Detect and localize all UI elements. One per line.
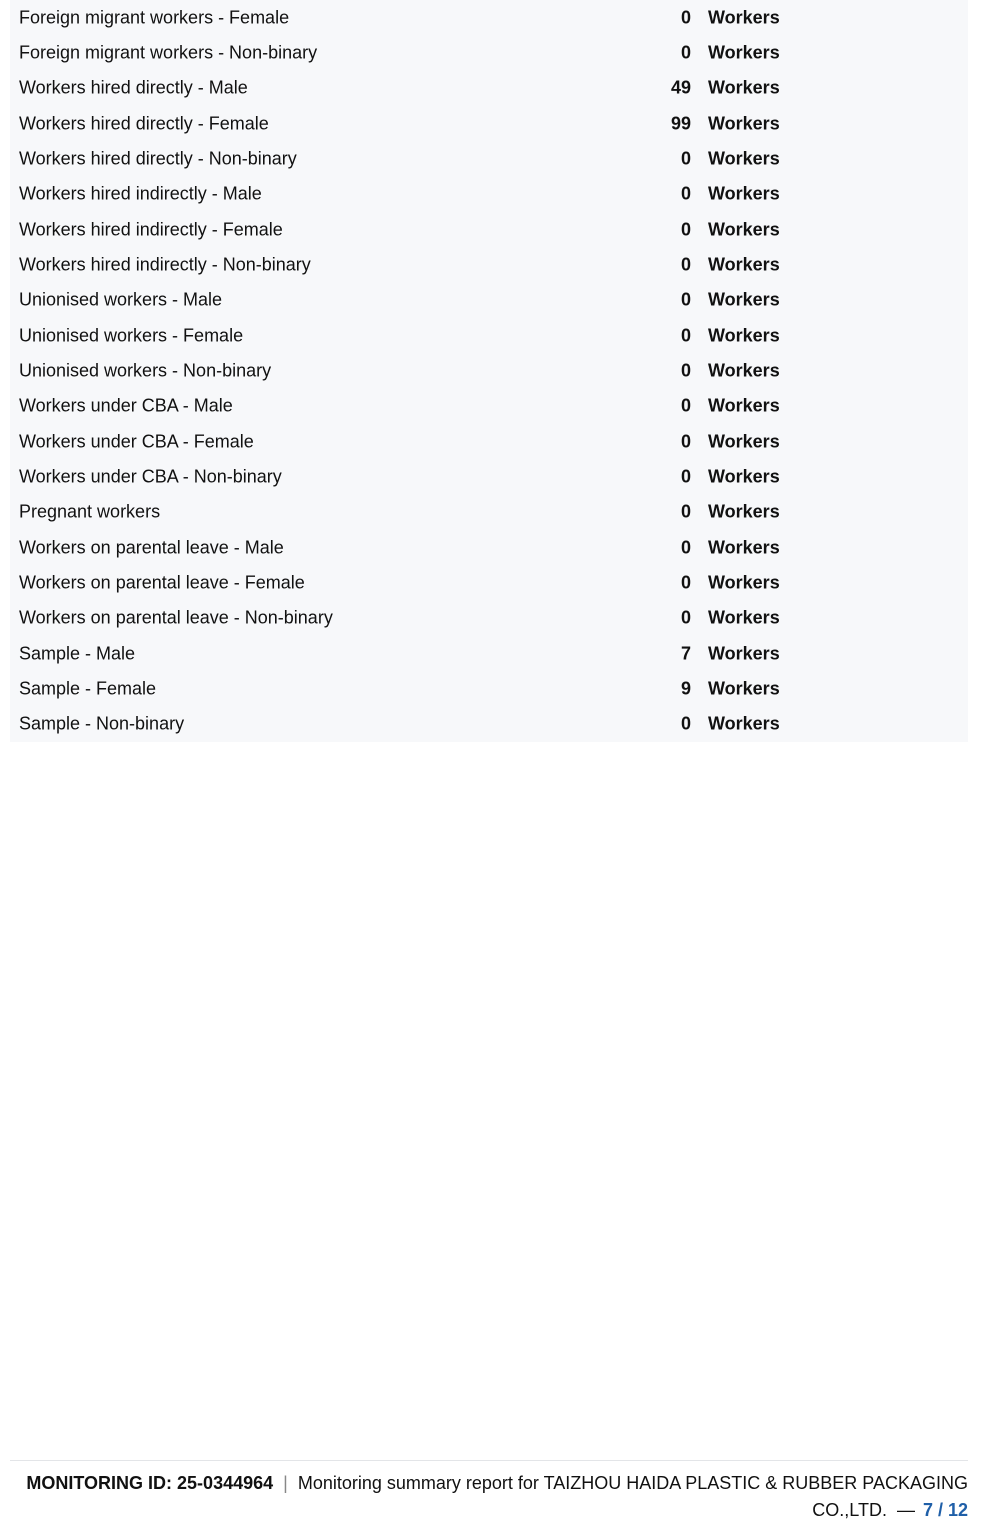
row-unit: Workers: [708, 77, 780, 98]
table-row: [10, 283, 968, 318]
row-value: 0: [680, 466, 691, 487]
row-unit: Workers: [708, 431, 780, 452]
row-label: Unionised workers - Male: [19, 289, 223, 310]
footer-divider: [10, 1460, 968, 1461]
page-number: 7 / 12: [922, 1500, 968, 1520]
row-value: 9: [680, 678, 691, 699]
row-label: Foreign migrant workers - Non-binary: [19, 42, 318, 63]
row-value: 0: [680, 713, 691, 734]
row-unit: Workers: [708, 148, 780, 169]
row-unit: Workers: [708, 395, 780, 416]
row-value: 0: [680, 607, 691, 628]
report-title: Monitoring summary report for TAIZHOU HAIDA PLASTIC & RUBBER PACKAGING CO.,LTD.: [297, 1473, 968, 1520]
row-unit: Workers: [708, 7, 780, 28]
row-label: Workers hired indirectly - Non-binary: [19, 254, 311, 275]
workforce-data-table: [10, 0, 968, 742]
row-unit: Workers: [708, 42, 780, 63]
row-label: Workers hired directly - Non-binary: [19, 148, 297, 169]
row-unit: Workers: [708, 501, 780, 522]
row-label: Sample - Non-binary: [19, 713, 185, 734]
row-value: 7: [680, 643, 691, 664]
row-value: 0: [680, 360, 691, 381]
row-label: Unionised workers - Non-binary: [19, 360, 272, 381]
row-value: 0: [680, 254, 691, 275]
table-row: [10, 247, 968, 282]
table-row: [10, 459, 968, 494]
table-row: [10, 318, 968, 353]
row-value: 0: [680, 537, 691, 558]
table-row: [10, 707, 968, 742]
row-label: Workers on parental leave - Male: [19, 537, 284, 558]
table-row: [10, 636, 968, 671]
row-label: Workers hired indirectly - Male: [19, 183, 262, 204]
row-label: Sample - Female: [19, 678, 157, 699]
footer-separator: |: [283, 1473, 288, 1493]
row-label: Workers under CBA - Non-binary: [19, 466, 282, 487]
row-label: Workers hired indirectly - Female: [19, 219, 283, 240]
row-label: Sample - Male: [19, 643, 136, 664]
row-value: 0: [680, 289, 691, 310]
row-unit: Workers: [708, 713, 780, 734]
row-label: Unionised workers - Female: [19, 325, 244, 346]
row-value: 0: [680, 183, 691, 204]
row-value: 0: [680, 219, 691, 240]
table-row: [10, 353, 968, 388]
row-value: 0: [680, 395, 691, 416]
table-row: [10, 424, 968, 459]
row-unit: Workers: [708, 360, 780, 381]
table-row: [10, 671, 968, 706]
table-row: [10, 177, 968, 212]
row-label: Foreign migrant workers - Female: [19, 7, 290, 28]
row-value: 99: [670, 113, 691, 134]
table-row: [10, 601, 968, 636]
table-row: [10, 35, 968, 70]
table-row: [10, 565, 968, 600]
row-unit: Workers: [708, 643, 780, 664]
page-footer: [10, 1470, 968, 1524]
table-row: [10, 141, 968, 176]
row-unit: Workers: [708, 183, 780, 204]
row-label: Workers on parental leave - Female: [19, 572, 305, 593]
row-unit: Workers: [708, 254, 780, 275]
row-label: Workers under CBA - Female: [19, 431, 254, 452]
row-unit: Workers: [708, 572, 780, 593]
row-unit: Workers: [708, 289, 780, 310]
table-row: [10, 106, 968, 141]
row-label: Workers on parental leave - Non-binary: [19, 607, 333, 628]
row-unit: Workers: [708, 325, 780, 346]
row-unit: Workers: [708, 678, 780, 699]
row-value: 0: [680, 325, 691, 346]
table-row: [10, 389, 968, 424]
table-row: [10, 212, 968, 247]
table-row: [10, 0, 968, 35]
row-unit: Workers: [708, 537, 780, 558]
table-row: [10, 530, 968, 565]
table-row: [10, 495, 968, 530]
row-value: 0: [680, 431, 691, 452]
row-unit: Workers: [708, 466, 780, 487]
row-unit: Workers: [708, 219, 780, 240]
row-value: 0: [680, 42, 691, 63]
row-unit: Workers: [708, 113, 780, 134]
row-label: Pregnant workers: [19, 501, 161, 522]
row-value: 0: [680, 501, 691, 522]
row-label: Workers hired directly - Female: [19, 113, 269, 134]
row-unit: Workers: [708, 607, 780, 628]
footer-dash: —: [896, 1500, 915, 1520]
row-label: Workers hired directly - Male: [19, 77, 248, 98]
table-row: [10, 71, 968, 106]
monitoring-id: MONITORING ID: 25-0344964: [26, 1473, 274, 1493]
row-value: 0: [680, 572, 691, 593]
row-value: 0: [680, 7, 691, 28]
row-value: 49: [670, 77, 691, 98]
row-value: 0: [680, 148, 691, 169]
row-label: Workers under CBA - Male: [19, 395, 233, 416]
